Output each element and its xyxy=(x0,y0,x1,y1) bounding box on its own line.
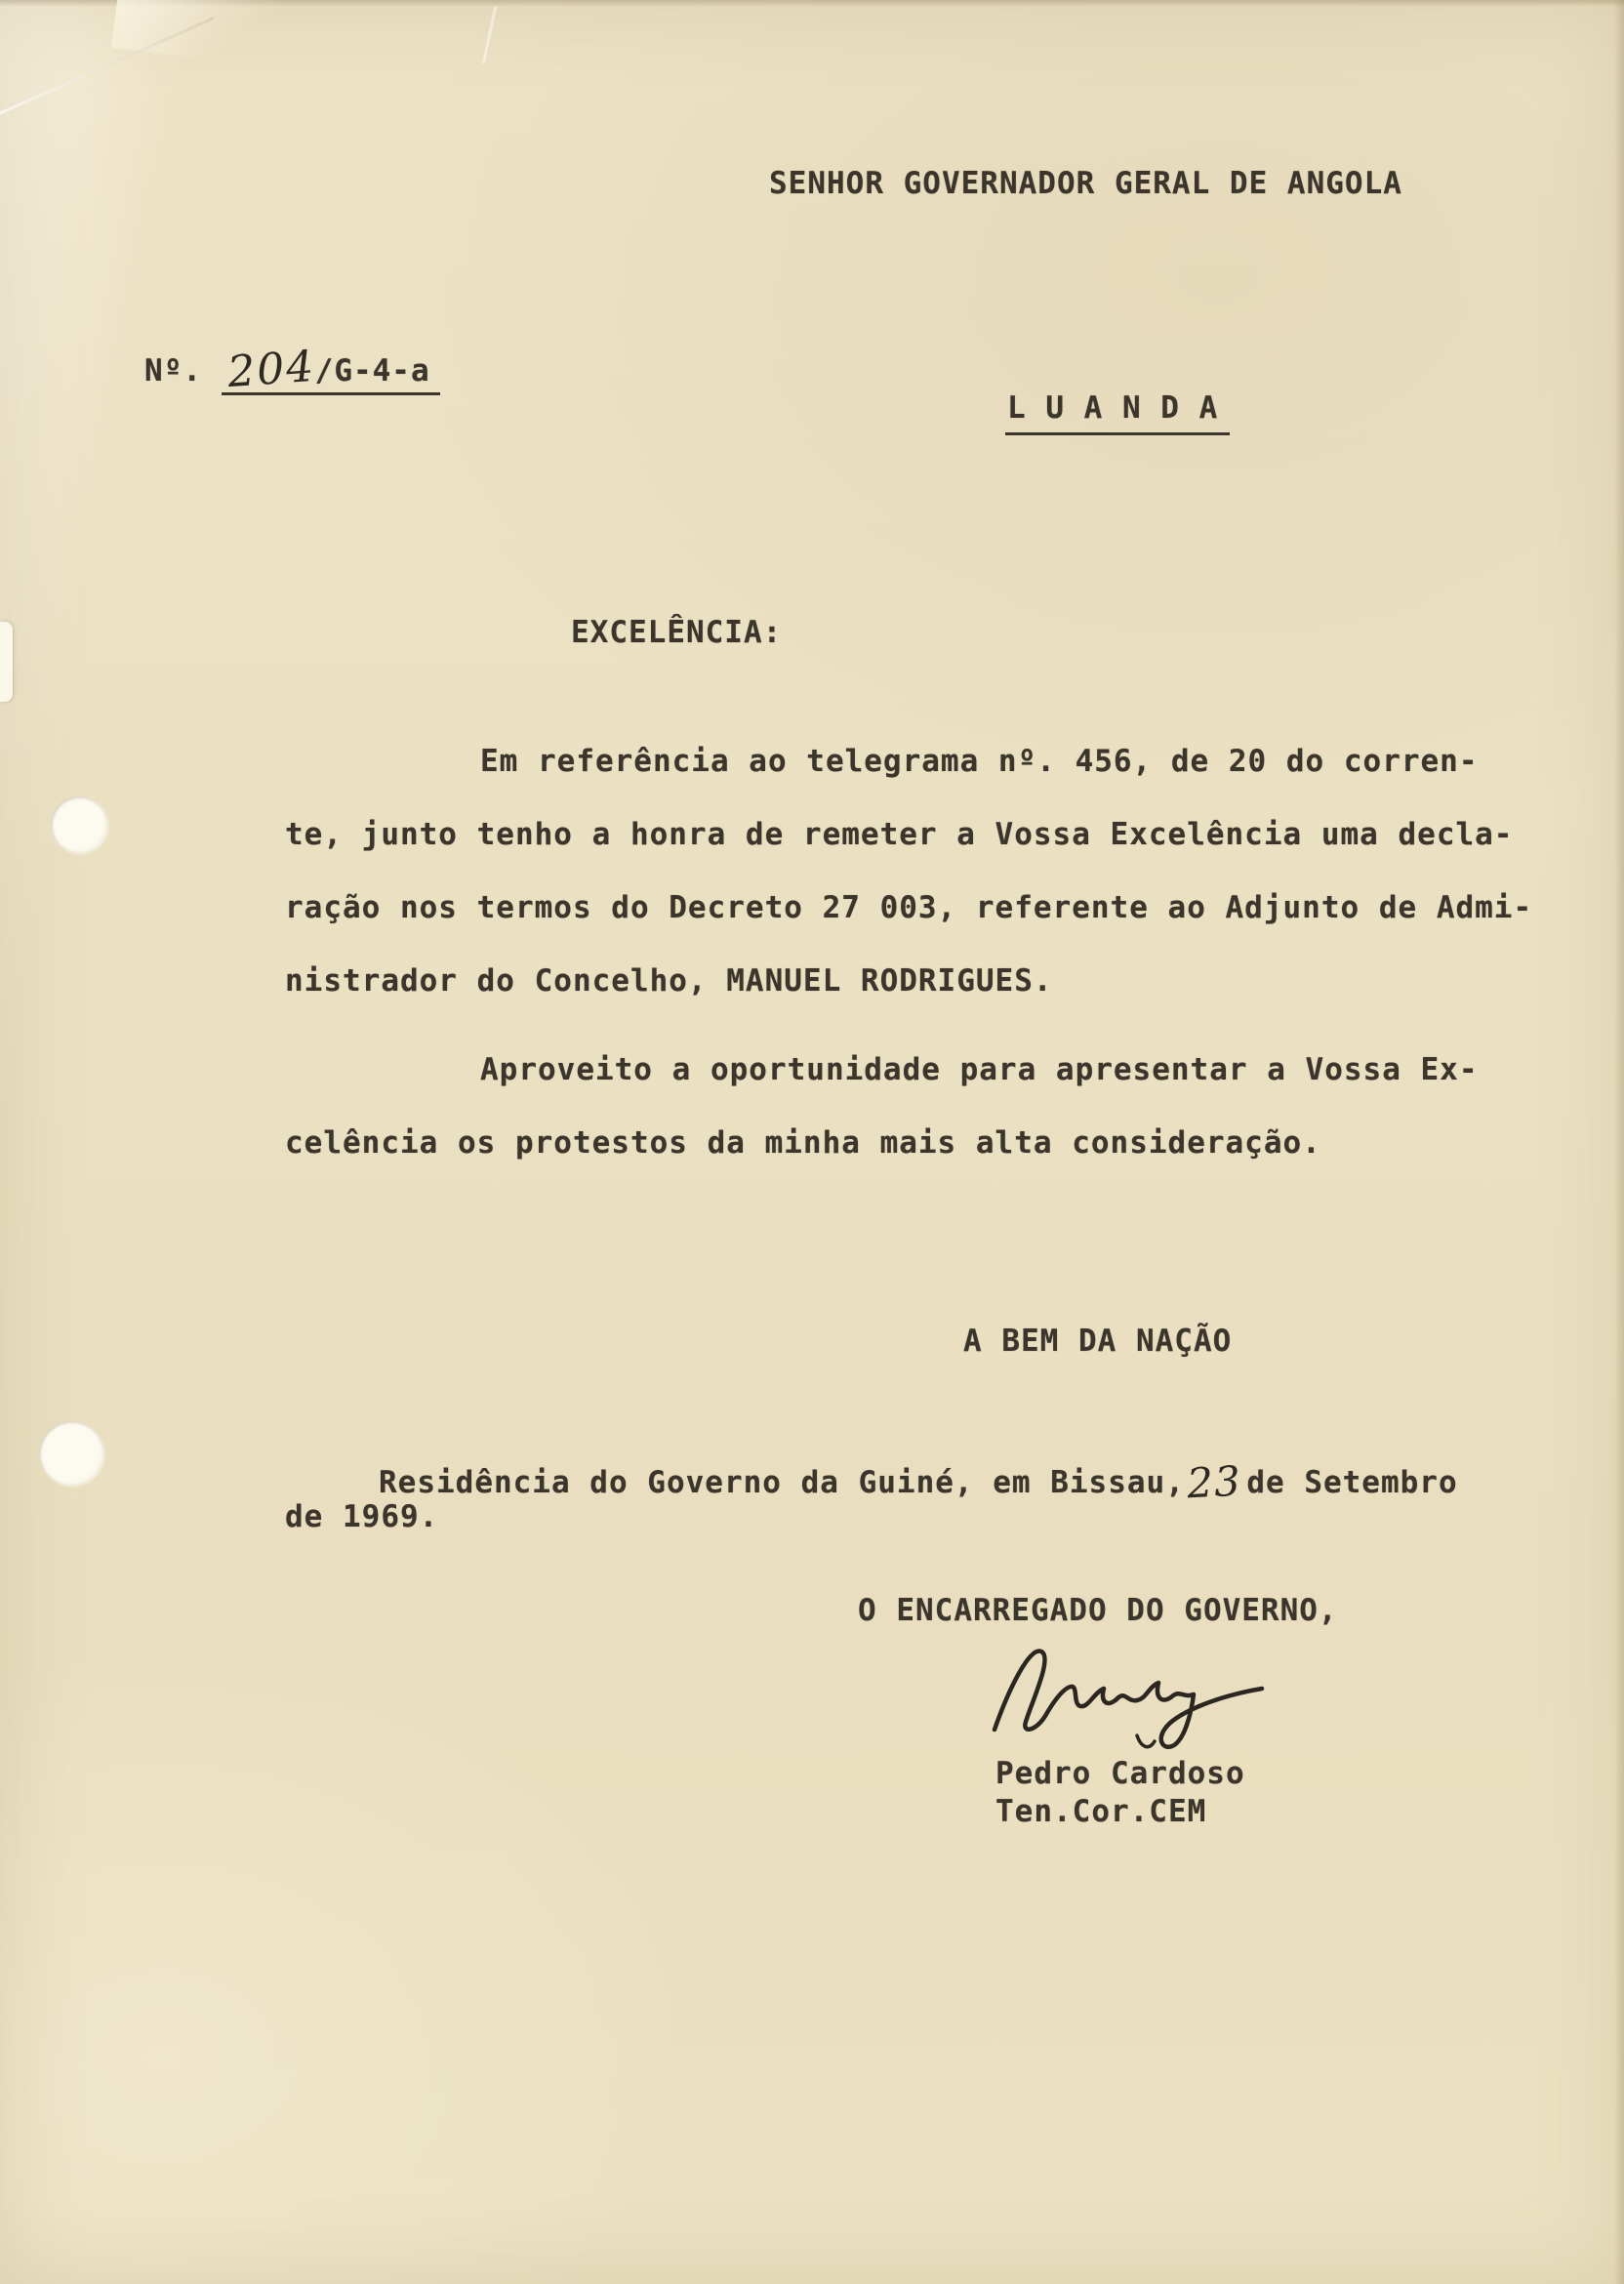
corner-crease xyxy=(111,0,295,69)
paper-tear xyxy=(0,622,13,702)
signer-rank: Ten.Cor.CEM xyxy=(995,1794,1207,1829)
dateline-year: de 1969. xyxy=(285,1499,439,1534)
reference-value xyxy=(222,341,440,398)
dateline-day-handwritten: 23 xyxy=(1185,1456,1242,1508)
signer-name: Pedro Cardoso xyxy=(995,1756,1245,1791)
place-line: L U A N D A xyxy=(1005,390,1230,435)
hole-punch-top xyxy=(51,796,107,853)
signature-handwriting xyxy=(981,1632,1293,1759)
crease-line xyxy=(0,17,214,122)
dateline xyxy=(379,1454,1458,1508)
paragraph-line: te, junto tenho a honra de remeter a Vossa Excelência uma decla- xyxy=(285,817,1514,852)
signer-name-block xyxy=(995,1755,1245,1831)
hole-punch-bottom xyxy=(39,1421,103,1486)
addressee-line: SENHOR GOVERNADOR GERAL DE ANGOLA xyxy=(769,166,1402,201)
paragraph-line: celência os protestos da minha mais alta consideração. xyxy=(285,1125,1321,1161)
paper-edge-shadow-right xyxy=(1614,0,1624,2284)
reference-number-line xyxy=(144,341,440,398)
paragraph-line: Aproveito a oportunidade para apresentar a Vossa Ex- xyxy=(480,1052,1479,1087)
paragraph-line: Em referência ao telegrama nº. 456, de 20 do corren- xyxy=(480,744,1479,779)
paragraph-line: nistrador do Concelho, MANUEL RODRIGUES. xyxy=(285,963,1053,999)
body-paragraph-2 xyxy=(285,1052,1554,1199)
reference-suffix: /G-4-a xyxy=(314,353,430,388)
dateline-suffix: de Setembro xyxy=(1246,1465,1458,1500)
reference-label: Nº. xyxy=(144,353,202,388)
crease-line xyxy=(482,6,497,63)
paragraph-line: ração nos termos do Decreto 27 003, referente ao Adjunto de Admi- xyxy=(285,890,1533,925)
signer-title: O ENCARREGADO DO GOVERNO, xyxy=(858,1593,1338,1628)
salutation: EXCELÊNCIA: xyxy=(571,615,783,650)
dateline-prefix: Residência do Governo da Guiné, em Bissau, xyxy=(379,1465,1185,1500)
reference-number-handwritten: 204 xyxy=(225,341,317,398)
body-paragraph-1 xyxy=(285,744,1554,1037)
motto-line: A BEM DA NAÇÃO xyxy=(963,1324,1233,1359)
